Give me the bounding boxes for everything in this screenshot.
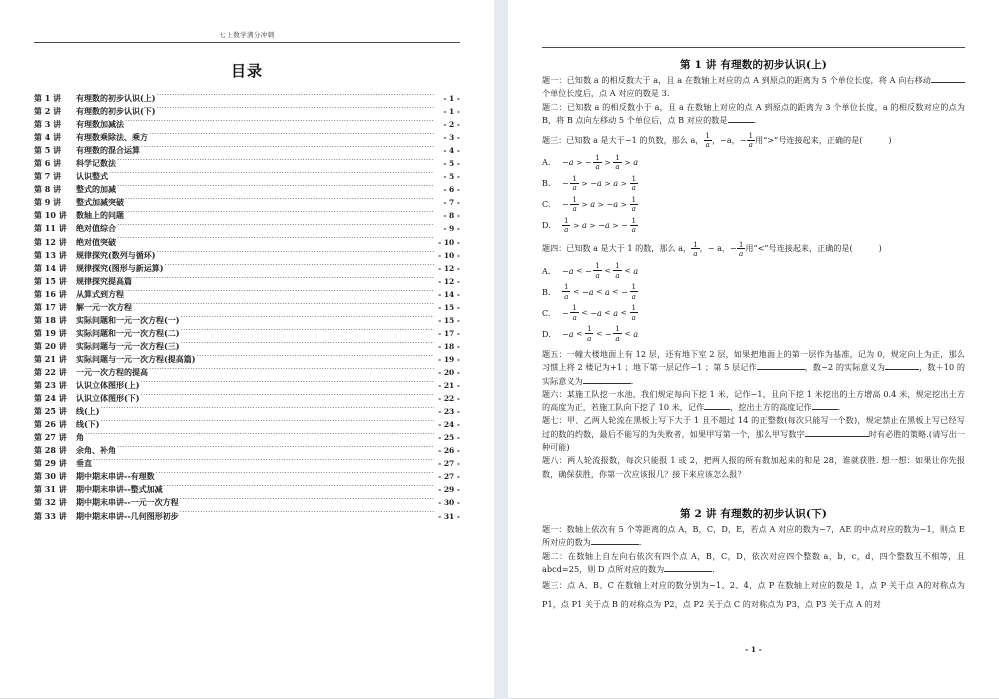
toc-entry-number: 第 22 讲 (34, 366, 67, 377)
toc-entry-page: - 24 - (438, 420, 460, 430)
l2q3-line2: 的对称点为 P1，点 P1 关于点 B 的对称点为 P2，点 P2 关于点 C 的对称点为 P3，点 P3 关于点 A 的对 (542, 580, 965, 610)
toc-entry-page: - 6 - (443, 185, 460, 195)
toc-entry-title: 角 (76, 432, 84, 443)
toc-entry-title: 实际问题和一元一次方程(一) (76, 314, 180, 325)
header-rule (34, 42, 460, 43)
choice-expression: − $\frac{1}{a}$ > −a > a > $\frac{1}{a}$ (562, 173, 637, 193)
toc-entry-page: - 9 - (443, 224, 460, 234)
q5-line2b: ，数−2 的实际意 (804, 362, 869, 373)
lecture-1-title: 第 1 讲 有理数的初步认识(上) (679, 59, 828, 71)
toc-entry[interactable] (34, 236, 460, 249)
toc-entry-number: 第 27 讲 (34, 432, 67, 443)
answer-blank[interactable] (885, 369, 919, 370)
choice-expression: − $\frac{1}{a}$ < −a < a < $\frac{1}{a}$ (562, 303, 637, 322)
toc-entry[interactable] (34, 327, 460, 340)
answer-blank[interactable] (931, 82, 965, 83)
toc-dot-leader (157, 106, 434, 114)
lecture-1-question-4 (542, 241, 965, 344)
numerator: 1 (748, 131, 754, 141)
toc-entry[interactable] (34, 222, 460, 235)
toc-entry[interactable] (34, 301, 460, 314)
choice-label: C. (542, 307, 551, 318)
q4-text-c: 用“<”号连接起来，正确的是( (745, 243, 853, 254)
toc-entry-title: 垂直 (76, 458, 92, 469)
toc-dot-leader (117, 158, 434, 166)
answer-blank[interactable] (728, 122, 754, 123)
l2q2-line2: 不相等，且 abcd=25，则 D 点所对应的数为 (542, 550, 965, 574)
toc-entry-number: 第 3 讲 (34, 119, 62, 130)
choice-expression: −a < − $\frac{1}{a}$ < $\frac{1}{a}$ < a (562, 261, 639, 280)
toc-entry-number: 第 11 讲 (34, 223, 67, 234)
toc-entry-title: 线(上) (76, 406, 100, 417)
fraction-one-over-a (703, 132, 712, 148)
denominator: a (748, 140, 753, 150)
q3-choice-c[interactable] (542, 194, 965, 215)
q4-choices (542, 260, 965, 344)
toc-entry-number: 第 21 讲 (34, 353, 67, 364)
answer-blank[interactable] (664, 571, 712, 572)
q4-choice-d[interactable] (542, 323, 965, 344)
l2q1-line2: 为−1，则点 E 所对应的数为 (542, 523, 965, 548)
toc-entry-title: 实际问题与一元一次方程(提高篇) (76, 353, 196, 364)
toc-dot-leader (156, 471, 434, 479)
toc-entry-number: 第 32 讲 (34, 497, 67, 508)
toc-dot-leader (181, 315, 434, 323)
lecture-1-question-3 (542, 132, 965, 235)
q8-line1: 题八：两人轮流报数，每次只能报 1 或 2，把两人报的所有数加起来的和是 28，谁就获胜. 想一想： (542, 455, 915, 466)
numerator: 1 (738, 239, 744, 249)
toc-entry[interactable] (34, 144, 460, 157)
fraction-one-over-a (737, 241, 746, 257)
numerator: 1 (705, 131, 710, 141)
toc-entry-number: 第 1 讲 (34, 93, 62, 103)
toc-entry-page: - 7 - (443, 198, 460, 208)
toc-entry-page: - 15 - (438, 302, 460, 312)
toc-entry-title: 数轴上的问题 (76, 210, 124, 221)
toc-entry-number: 第 20 讲 (34, 340, 67, 351)
fraction-one-over-a (691, 241, 700, 257)
toc-entry-title: 规律探究(图形与新运算) (76, 262, 164, 273)
toc-entry[interactable] (34, 196, 460, 209)
toc-entry-page: - 4 - (443, 146, 460, 156)
q3-text-c: 用“>”号连接起来，正确的是( (755, 134, 863, 145)
toc-entry-number: 第 8 讲 (34, 184, 62, 195)
toc-entry-title: 从算式到方程 (76, 288, 124, 299)
toc-entry-number: 第 25 讲 (34, 406, 67, 417)
toc-entry[interactable] (34, 209, 460, 222)
toc-entry-number: 第 4 讲 (34, 132, 62, 143)
lecture-1-question-6 (542, 388, 965, 415)
toc-dot-leader (93, 458, 434, 466)
toc-entry-number: 第 33 讲 (34, 510, 67, 521)
toc-entry-title: 规律探究(数列与循环) (76, 249, 156, 260)
toc-entry[interactable] (34, 457, 460, 470)
toc-entry-page: - 26 - (438, 446, 460, 456)
toc-dot-leader (149, 132, 434, 140)
toc-entry-title: 实际问题和一元一次方程(二) (76, 327, 180, 338)
lecture-2-question-1 (542, 523, 965, 550)
q6-line2: 规定挖出土方的高度为正，若施工队向下挖了 10 米，记作 (542, 388, 965, 413)
toc-entry-page: - 31 - (438, 511, 460, 521)
toc-entry-page: - 5 - (443, 172, 460, 182)
choice-expression: −a < $\frac{1}{a}$ < − $\frac{1}{a}$ < a (562, 324, 639, 343)
toc-entry-number: 第 2 讲 (34, 106, 62, 117)
toc-entry[interactable] (34, 392, 460, 405)
lecture-2-question-2 (542, 550, 965, 577)
toc-entry-title: 有理数的初步认识(上) (76, 93, 156, 103)
toc-entry-number: 第 12 讲 (34, 236, 67, 247)
q6-line2c: . (837, 402, 841, 413)
toc-dot-leader (117, 223, 434, 231)
toc-dot-leader (117, 237, 434, 245)
q5-line1: 题五：一幢大楼地面上有 12 层，还有地下室 2 层，如果把地面上的第一层作为基准，记为 0，规定 (542, 349, 908, 359)
lecture-2-question-3 (542, 576, 965, 614)
l2q2-line1: 题二：在数轴上自左向右依次有四个点 A，B，C，D，依次对应四个整数 a，b，c，d，四个整数互 (542, 550, 923, 561)
page-header-text: 七上数学满分冲刺 (219, 31, 275, 39)
q5-line2: 向上为正，那么习惯上将 2 楼记为+1 ；地下第一层记作−1 ；第 5 层记作 (542, 349, 965, 373)
toc-entry[interactable] (34, 496, 460, 509)
toc-entry-page: - 1 - (443, 94, 460, 103)
page-footer-number: - 1 - (745, 645, 762, 654)
toc-dot-leader (157, 93, 434, 101)
l2q2-line2b: . (712, 563, 715, 574)
toc-entry[interactable] (34, 170, 460, 183)
toc-dot-leader (109, 171, 434, 179)
toc-entry[interactable] (34, 366, 460, 379)
choice-label: B. (542, 286, 551, 297)
toc-dot-leader (133, 276, 434, 284)
toc-entry-title: 期中期末串讲--整式加减 (76, 484, 163, 495)
answer-blank[interactable] (805, 436, 869, 437)
toc-entry[interactable] (34, 249, 460, 262)
q3-choice-a[interactable] (542, 152, 965, 173)
page-header (34, 32, 460, 41)
toc-entry[interactable] (34, 262, 460, 275)
q4-close-paren: ) (878, 243, 882, 254)
q3-text-a: 题三：已知数 a 是大于−1 的负数，那么 a， (542, 134, 704, 145)
toc-entry-number: 第 5 讲 (34, 145, 62, 156)
q1-text-a: 题一：已知数 a 的相反数大于 a，且 a 在数轴上对应的点 A 到原点的距离为 5 个单位长度，将 A 向右移动 (542, 75, 931, 85)
choice-expression: −a > − $\frac{1}{a}$ > $\frac{1}{a}$ > a (562, 152, 639, 172)
toc-entry-number: 第 10 讲 (34, 210, 67, 221)
choice-expression: − $\frac{1}{a}$ > a > −a > $\frac{1}{a}$ (562, 194, 637, 214)
toc-entry-page: - 20 - (438, 367, 460, 377)
toc-entry-number: 第 15 讲 (34, 275, 67, 286)
toc-dot-leader (180, 511, 434, 519)
toc-entry-page: - 12 - (438, 263, 460, 273)
q5-line3c: . (630, 375, 634, 386)
toc-dot-leader (181, 341, 434, 349)
toc-dot-leader (149, 367, 434, 375)
toc-entry-number: 第 19 讲 (34, 327, 67, 338)
q8-line2: 如果让你先报数，确保获胜，你第一次应该报几？接下来应该怎么报？ (542, 455, 965, 479)
toc-dot-leader (180, 497, 434, 505)
toc-entry[interactable] (34, 444, 460, 457)
toc-entry-title: 期中期末串讲--有理数 (76, 471, 155, 482)
toc-entry-title: 绝对值综合 (76, 223, 116, 234)
choice-label: B. (542, 178, 551, 189)
page-left-toc (0, 0, 494, 699)
toc-entry-title: 期中期末串讲--几何图形初步 (76, 510, 179, 521)
toc-entry-title: 整式的加减 (76, 184, 116, 195)
toc-entry-page: - 30 - (438, 498, 460, 508)
denominator: a (738, 248, 744, 258)
toc-dot-leader (85, 432, 434, 440)
q2-text: 题二：已知数 a 的相反数小于 a，且 a 在数轴上对应的点 A 到原点的距离为 3 个单位长度，a 的相反数对应的点为 B，将 B 点向左移动 5 个单位后，点 B 对应的数是 (542, 101, 965, 125)
toc-entry-title: 认识立体图形(下) (76, 393, 140, 404)
toc-entry-title: 有理数乘除法、乘方 (76, 132, 148, 143)
q4-choice-c[interactable] (542, 302, 965, 323)
toc-dot-leader (101, 406, 434, 414)
q4-text-b: ，− a，− (699, 243, 737, 254)
toc-entry-number: 第 29 讲 (34, 458, 67, 469)
toc-entry-page: - 29 - (438, 485, 460, 495)
toc-entry-number: 第 13 讲 (34, 249, 67, 260)
toc-dot-leader (125, 210, 434, 218)
toc-entry[interactable] (34, 431, 460, 444)
q3-choice-b[interactable] (542, 173, 965, 194)
toc-entry-page: - 18 - (438, 341, 460, 351)
choice-label: D. (542, 220, 551, 231)
lecture-1-question-8 (542, 454, 965, 481)
q5-line3: 义为 (868, 362, 886, 373)
q3-choice-d[interactable] (542, 215, 965, 236)
toc-entry-title: 实际问题与一元一次方程(三) (76, 340, 180, 351)
toc-entry[interactable] (34, 379, 460, 392)
toc-entry-title: 一元一次方程的提高 (76, 366, 148, 377)
toc-entry-number: 第 6 讲 (34, 158, 62, 169)
choice-label: C. (542, 199, 551, 210)
toc-entry-page: - 10 - (438, 250, 460, 260)
page-right-content (508, 0, 999, 699)
toc-dot-leader (117, 184, 434, 192)
toc-entry-page: - 21 - (438, 381, 460, 391)
toc-dot-leader (125, 119, 434, 127)
lecture-2-title: 第 2 讲 有理数的初步认识(下) (679, 507, 828, 520)
q3-choices (542, 152, 965, 236)
toc-entry-title: 规律探究提高篇 (76, 275, 132, 286)
toc-entry-number: 第 30 讲 (34, 471, 67, 482)
toc-dot-leader (133, 302, 434, 310)
q7-line2: 黑板上写已经写过的数的约数，最后不能写的为失败者，如果甲写第一个，那么甲写数 (542, 415, 965, 439)
choice-expression: $\frac{1}{a}$ > a > −a > − $\frac{1}{a}$ (564, 215, 637, 235)
answer-blank[interactable] (812, 409, 838, 410)
toc-entry-title: 有理数的初步认识(下) (76, 106, 156, 117)
toc-entry[interactable] (34, 483, 460, 496)
q3-text-b: ，−a，− (711, 134, 747, 145)
toc-entry[interactable] (34, 275, 460, 288)
toc-entry-title: 有理数加减法 (76, 119, 124, 130)
toc-entry[interactable] (34, 157, 460, 170)
toc-entry-number: 第 18 讲 (34, 314, 67, 325)
choice-label: A. (542, 265, 551, 276)
toc-entry-page: - 27 - (438, 459, 460, 469)
toc-dot-leader (165, 263, 434, 271)
toc-dot-leader (181, 328, 434, 336)
toc-entry[interactable] (34, 353, 460, 366)
toc-entry[interactable] (34, 288, 460, 301)
toc-entry-page: - 5 - (443, 159, 460, 169)
toc-entry-title: 余角、补角 (76, 445, 116, 456)
denominator: a (693, 248, 698, 258)
toc-dot-leader (101, 419, 434, 427)
answer-blank[interactable] (583, 383, 631, 384)
lecture-1-question-1 (542, 74, 965, 101)
answer-blank[interactable] (704, 409, 730, 410)
fraction-one-over-a (747, 132, 756, 148)
toc-entry-number: 第 26 讲 (34, 419, 67, 430)
toc-entry-title: 期中期末串讲--一元一次方程 (76, 497, 179, 508)
q5-line3b: ，数＋10 的实际意义为 (542, 362, 965, 386)
q4-choice-a[interactable] (542, 260, 965, 281)
toc-entry-number: 第 24 讲 (34, 393, 67, 404)
denominator: a (705, 140, 710, 150)
toc-entry[interactable] (34, 131, 460, 144)
toc-entry-number: 第 31 讲 (34, 484, 67, 495)
toc-dot-leader (125, 197, 434, 205)
toc-entry-number: 第 14 讲 (34, 262, 67, 273)
toc-entry-number: 第 23 讲 (34, 380, 67, 391)
toc-dot-leader (164, 484, 434, 492)
toc-list (34, 92, 460, 523)
toc-entry-page: - 14 - (438, 289, 460, 299)
toc-dot-leader (117, 445, 434, 453)
toc-entry-title: 认识整式 (76, 171, 108, 182)
choice-expression: $\frac{1}{a}$ < −a < a < − $\frac{1}{a}$ (564, 282, 637, 301)
toc-entry[interactable] (34, 314, 460, 327)
toc-entry[interactable] (34, 92, 460, 105)
q7-line3b: 时有必胜的策略.(请写出一种可能) (542, 428, 965, 453)
answer-blank[interactable] (591, 544, 639, 545)
toc-entry[interactable] (34, 340, 460, 353)
toc-entry-number: 第 17 讲 (34, 301, 67, 312)
q4-text-a: 题四：已知数 a 是大于 1 的数，那么 a， (542, 243, 692, 254)
toc-entry-title: 整式加减突破 (76, 197, 124, 208)
toc-entry-number: 第 16 讲 (34, 288, 67, 299)
toc-entry-page: - 22 - (438, 394, 460, 404)
toc-entry-page: - 2 - (443, 120, 460, 130)
toc-entry-title: 绝对值突破 (76, 236, 116, 247)
toc-title: 目录 (230, 62, 263, 80)
q6-line2b: ，挖出土方的高度记作 (730, 402, 812, 413)
toc-entry-page: - 8 - (443, 211, 460, 221)
q4-choice-b[interactable] (542, 281, 965, 302)
toc-entry[interactable] (34, 118, 460, 131)
toc-entry-title: 认识立体图形(上) (76, 380, 140, 391)
q7-line3: 字 (796, 428, 805, 439)
toc-entry[interactable] (34, 183, 460, 196)
q6-line1: 题六：某施工队挖一水池，我们规定每向下挖 1 米，记作−1，且向下挖 1 米挖出的土方增高 0.4 米， (542, 388, 916, 399)
toc-dot-leader (141, 380, 434, 388)
toc-entry-page: - 15 - (438, 315, 460, 325)
toc-entry-number: 第 28 讲 (34, 445, 67, 456)
q3-stem (542, 132, 965, 148)
lecture-1-question-5 (542, 348, 965, 388)
toc-entry-page: - 27 - (438, 472, 460, 482)
toc-entry-page: - 17 - (438, 328, 460, 338)
lecture-1-question-2: 题二：已知数 a 的相反数小于 a，且 a 在数轴上对应的点 A 到原点的距离为 3 个单位长度，a 的相反数对应的点为 B，将 B 点向左移动 5 个单位后，点 B 对应的数是 . (542, 101, 965, 125)
toc-entry-number: 第 9 讲 (34, 197, 62, 208)
answer-blank[interactable] (757, 369, 805, 370)
toc-entry-page: - 10 - (438, 237, 460, 247)
toc-dot-leader (157, 250, 434, 258)
q1-text-b: 个单位长度后，点 A 对应的数是 3. (542, 88, 670, 99)
toc-entry[interactable] (34, 418, 460, 431)
toc-entry[interactable] (34, 510, 460, 523)
q7-line1: 题七：甲、乙两人轮流在黑板上写下大于 1 且不超过 14 的正整数(每次只能写一个数)，规定禁止在 (542, 415, 908, 426)
toc-entry-title: 解一元一次方程 (76, 301, 132, 312)
toc-dot-leader (141, 145, 434, 153)
toc-entry-title: 科学记数法 (76, 158, 116, 169)
toc-entry[interactable] (34, 405, 460, 418)
toc-entry-page: - 19 - (438, 354, 460, 364)
toc-entry-title: 线(下) (76, 419, 100, 430)
q3-close-paren: ) (888, 134, 892, 145)
section-spacer (542, 481, 965, 490)
toc-entry[interactable] (34, 470, 460, 483)
toc-entry-page: - 3 - (443, 133, 460, 143)
choice-label: D. (542, 328, 551, 339)
toc-entry-number: 第 7 讲 (34, 171, 62, 182)
toc-entry-title: 有理数的混合运算 (76, 145, 140, 156)
lecture-1-question-7 (542, 414, 965, 454)
numerator: 1 (693, 239, 698, 249)
toc-entry-page: - 25 - (438, 433, 460, 443)
toc-entry-page: - 12 - (438, 276, 460, 286)
toc-entry-page: - 1 - (443, 107, 460, 117)
l2q1-line1: 题一：数轴上依次有 5 个等距离的点 A，B，C，D，E，若点 A 对应的数为−7，AE 的中点对应的数 (542, 523, 912, 534)
toc-entry[interactable] (34, 105, 460, 118)
q4-stem (542, 241, 965, 257)
toc-dot-leader (125, 289, 434, 297)
toc-dot-leader (197, 354, 434, 362)
choice-label: A. (542, 157, 551, 168)
l2q1-line2b: . (638, 537, 642, 548)
toc-dot-leader (141, 393, 434, 401)
l2q3-line1: 题三：点 A、B、C 在数轴上对应的数分别为−1、2、4，点 P 在数轴上对应的数是 1，点 P 关于点 A (542, 580, 924, 591)
content-header-rule (542, 47, 965, 48)
toc-entry-page: - 23 - (438, 407, 460, 417)
